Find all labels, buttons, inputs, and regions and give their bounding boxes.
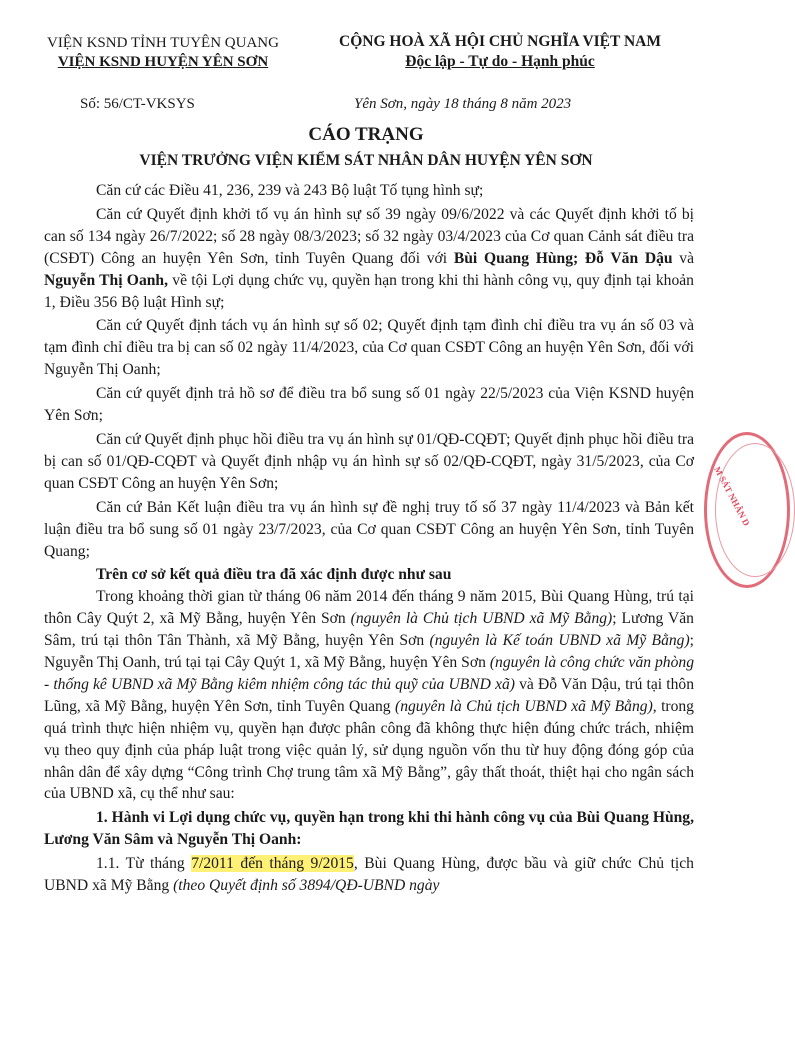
document-subtitle: VIỆN TRƯỞNG VIỆN KIỂM SÁT NHÂN DÂN HUYỆN YÊN SƠN [139,152,593,169]
paragraph: Căn cứ quyết định trả hồ sơ để điều tra bổ sung số 01 ngày 22/5/2023 của Viện KSND huyện Yên Sơn; [44,385,694,425]
issuer-parent: VIỆN KSND TỈNH TUYÊN QUANG [47,35,279,51]
paragraph: Căn cứ Quyết định tách vụ án hình sự số 02; Quyết định tạm đình chỉ điều tra vụ án số 03 và tạm đình chỉ điều tra bị can số 02 ngày 11/4/2023, của Cơ quan CSĐT Công an huyện Yên Sơn, đối với Nguyễn Thị Oanh; [44,317,694,379]
paragraph: Căn cứ các Điều 41, 236, 239 và 243 Bộ luật Tố tụng hình sự; [96,182,484,199]
issuer-name: VIỆN KSND HUYỆN YÊN SƠN [57,54,269,70]
stamp-text: M SÁT NHÂN D [712,465,752,528]
official-stamp [704,432,790,588]
motto: Độc lập - Tự do - Hạnh phúc [405,53,595,70]
defendant-names: Bùi Quang Hùng; Đỗ Văn Dậu [453,249,673,267]
paragraph: Căn cứ Quyết định phục hồi điều tra vụ án hình sự 01/QĐ-CQĐT; Quyết định phục hồi điều tra bị can số 01/QĐ-CQĐT và Quyết định nhập vụ án hình sự số 02/QĐ-CQĐT, ngày 31/5/2023, của Cơ quan CSĐT Công an huyện Yên Sơn; [44,430,694,492]
nation-title: CỘNG HOÀ XÃ HỘI CHỦ NGHĨA VIỆT NAM [339,33,661,50]
section-heading: Trên cơ sở kết quả điều tra đã xác định được như sau [96,566,452,584]
highlighted-text: 7/2011 đến tháng 9/2015 [191,855,354,873]
document-title: CÁO TRẠNG [308,124,424,145]
paragraph: Căn cứ Quyết định khởi tố vụ án hình sự số 39 ngày 09/6/2022 và các Quyết định khởi tố bị can số 134 ngày 26/7/2022; số 28 ngày 08/3/2023; số 32 ngày 03/4/2023 của Cơ quan Cảnh sát điều tra (CSĐT) Công an huyện Yên Sơn, tỉnh Tuyên Quang đối với Bùi Quang Hùng; Đỗ Văn Dậu và Nguyễn Thị Oanh, về tội Lợi dụng chức vụ, quyền hạn trong khi thi hành công vụ, quy định tại khoản 1, Điều 356 Bộ luật Hình sự; [44,205,695,311]
defendant-name: Nguyễn Thị Oanh, [44,271,168,289]
place-date: Yên Sơn, ngày 18 tháng 8 năm 2023 [354,96,572,112]
paragraph: Trong khoảng thời gian từ tháng 06 năm 2014 đến tháng 9 năm 2015, Bùi Quang Hùng, trú tại thôn Cây Quýt 2, xã Mỹ Bằng, huyện Yên Sơn (nguyên là Chủ tịch UBND xã Mỹ Bằng); Lương Văn Sâm, trú tại thôn Tân Thành, xã Mỹ Bằng, huyện Yên Sơn (nguyên là Kế toán UBND xã Mỹ Bằng); Nguyễn Thị Oanh, trú tại tại Cây Quýt 1, xã Mỹ Bằng, huyện Yên Sơn (nguyên là công chức văn phòng - thống kê UBND xã Mỹ Bằng kiêm nhiệm công tác thủ quỹ của UBND xã) và Đỗ Văn Dậu, trú tại thôn Lũng, xã Mỹ Bằng, huyện Yên Sơn, tỉnh Tuyên Quang (nguyên là Chủ tịch UBND xã Mỹ Bằng), trong quá trình thực hiện nhiệm vụ, quyền hạn được phân công đã không thực hiện đúng chức trách, nhiệm vụ theo quy định của pháp luật trong việc quản lý, sử dụng nguồn vốn thu từ huy động đóng góp của nhân dân để xây dựng “Công trình Chợ trung tâm xã Mỹ Bằng”, gây thất thoát, thiệt hại cho ngân sách của UBND xã, cụ thể như sau: [44,588,694,803]
document-number: Số: 56/CT-VKSYS [80,96,195,112]
document-body [44,180,694,899]
paragraph: 1.1. Từ tháng 7/2011 đến tháng 9/2015, Bùi Quang Hùng, được bầu và giữ chức Chủ tịch UBND xã Mỹ Bằng (theo Quyết định số 3894/QĐ-UBND ngày [44,855,694,895]
national-header [300,32,700,72]
section-heading: 1. Hành vi Lợi dụng chức vụ, quyền hạn trong khi thi hành công vụ của Bùi Quang Hùng, Lương Văn Sâm và Nguyễn Thị Oanh: [44,809,694,849]
issuer-block [18,34,308,72]
paragraph: Căn cứ Bản Kết luận điều tra vụ án hình sự đề nghị truy tố số 37 ngày 11/4/2023 và Bản kết luận điều tra bổ sung số 01 ngày 23/7/2023, của Cơ quan CSĐT Công an huyện Yên Sơn, tỉnh Tuyên Quang; [44,498,694,560]
